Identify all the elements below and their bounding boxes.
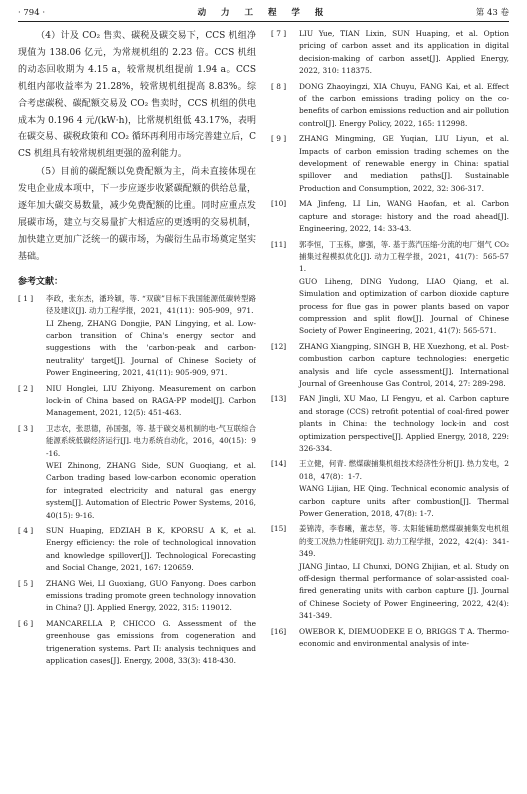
reference-item	[271, 341, 509, 391]
running-header	[18, 7, 509, 22]
reference-number: [ 1 ]	[18, 293, 34, 303]
reference-list-left	[18, 293, 256, 668]
reference-item	[271, 133, 509, 195]
reference-text-english: ZHANG Wei, LI Guoxiang, GUO Fanyong. Does carbon emissions trading promote green technology innovation in China? [J]. Applied Energy, 2022, 315: 119012.	[46, 578, 256, 613]
reference-text-english: MANCARELLA P, CHICCO G. Assessment of the greenhouse gas emissions from cogeneration and trigeneration systems. Part II: analysis techniques and application cases[J]. Energy, 2008, 33(3): 418-430.	[46, 618, 256, 666]
reference-text-english: FAN Jingli, XU Mao, LI Fengyu, et al. Carbon capture and storage (CCS) retrofit potential of coal-fired power plants in China: the technology lock-in and cost optimization perspective[J]. Applied Energy, 2018, 229: 326-334.	[299, 394, 509, 453]
reference-number: [ 9 ]	[271, 134, 287, 144]
reference-text-english: JIANG Jintao, LI Chunxi, DONG Zhijian, et al. Study on off-design thermal performance of solar-assisted coal-fired generating units with carbon capture [J]. Journal of Chinese Society of Power Engineering, 2022, 42(4): 341-349.	[299, 561, 509, 621]
reference-text-english: NIU Honglei, LIU Zhiyong. Measurement on carbon lock-in of China based on RAGA-PP model[J]. Carbon Management, 2021, 12(5): 451-463.	[46, 383, 256, 418]
reference-text-english: OWEBOR K, DIEMUODEKE E O, BRIGGS T A. Thermo-economic and environmental analysis of inte-	[299, 626, 509, 649]
reference-item	[271, 198, 509, 235]
right-column	[271, 28, 509, 790]
reference-text-chinese: 郭李恒，丁玉栋，廖强，等. 基于蒸汽压缩-分流的电厂烟气 CO₂ 捕集过程模拟优化[J]. 动力工程学报，2021，41(7)：565-571.	[299, 239, 509, 274]
reference-text-chinese: 姜锦涛，李春曦，董志坚，等. 太阳能辅助燃煤碳捕集发电机组的变工况热力性能研究[J]. 动力工程学报，2022，42(4)：341-349.	[299, 524, 509, 559]
page-number: · 794 ·	[18, 8, 46, 18]
reference-item	[271, 239, 509, 338]
reference-item	[271, 458, 509, 520]
conclusion-paragraph-5: （5）目前的碳配额以免费配额为主，尚未直接体现在发电企业成本项中，下一步应逐步收紧碳配额的供给总量，逐年加大碳交易数量，减少免费配额的比重。同时应重点发展碳市场，建立与交易量扩大相适应的更透明的交易机制，加快建立更加广泛统一的碳市场，为碳衍生品市场奠定坚实基础。	[18, 167, 256, 262]
reference-item	[18, 423, 256, 522]
reference-number: [11]	[271, 239, 287, 249]
reference-number: [15]	[271, 524, 287, 534]
reference-text-english: WANG Lijian, HE Qing. Technical economic analysis of carbon capture units after combustion[J]. Thermal Power Generation, 2018, 47(8): 1-7.	[299, 484, 509, 519]
reference-text-english: MA Jinfeng, LI Lin, WANG Haofan, et al. Carbon capture and storage: history and the road ahead[J]. Engineering, 2022, 14: 33-43.	[299, 199, 509, 234]
reference-text-english: SUN Huaping, EDZIAH B K, KPORSU A K, et al. Energy efficiency: the role of technological innovation and knowledge spillover[J]. Technological Forecasting and Social Change, 2021, 167: 120659.	[46, 526, 256, 573]
reference-number: [ 3 ]	[18, 423, 34, 433]
reference-item	[271, 626, 509, 651]
reference-text-chinese: 卫志农，张思德，孙国强，等. 基于碳交易机制的电-气互联综合能源系统低碳经济运行[J]. 电力系统自动化，2016，40(15)：9-16.	[46, 423, 256, 458]
reference-text-chinese: 王立健，何青. 燃煤碳捕集机组技术经济性分析[J]. 热力发电，2018，47(8)：1-7.	[299, 459, 509, 481]
conclusion-paragraph-4: （4）计及 CO₂ 售卖、碳税及碳交易下，CCS 机组净现值为 138.06 亿元，为常规机组的 2.23 倍。CCS 机组的动态回收期为 4.15 a，较常规机组提前 1.94 a。CCS 机组内部收益率为 21.28%，较常规机组提高 8.83%。综合考虑碳税、碳配额交易及 CO₂ 售卖时，CCS 机组的供电成本为 0.196 4 元/(kW·h)，比常规机组低 43.17%，表明在碳交易、碳税政策和 CO₂ 循环再利用市场完善建立后，CCS 机组具有较常规机组更强的盈利能力。	[18, 31, 256, 160]
reference-number: [ 5 ]	[18, 578, 34, 588]
reference-number: [ 4 ]	[18, 526, 34, 535]
reference-number: [10]	[271, 199, 287, 209]
reference-number: [14]	[271, 459, 287, 469]
reference-text-english: DONG Zhaoyingzi, XIA Chuyu, FANG Kai, et al. Effect of the carbon emissions trading policy on the co-benefits of carbon emissions reduction and air pollution control[J]. Energy Policy, 2022, 165: 112998.	[299, 81, 509, 128]
reference-item	[18, 578, 256, 615]
reference-item	[18, 383, 256, 420]
reference-item	[18, 525, 256, 575]
reference-item	[271, 393, 509, 455]
reference-number: [ 7 ]	[271, 29, 287, 38]
reference-text-english: LIU Yue, TIAN Lixin, SUN Huaping, et al. Option pricing of carbon asset and its application in digital decision-making of carbon asset[J]. Applied Energy, 2022, 310: 118375.	[299, 29, 509, 76]
reference-item	[271, 28, 509, 78]
reference-number: [13]	[271, 394, 287, 404]
reference-text-english: GUO Liheng, DING Yudong, LIAO Qiang, et al. Simulation and optimization of carbon dioxide capture process for flue gas in power plants based on vapor compression and split flow[J]. Journal of Chinese Society of Power Engineering, 2021, 41(7): 565-571.	[299, 276, 509, 336]
reference-number: [16]	[271, 626, 287, 636]
volume-number: 第 43 卷	[475, 8, 509, 18]
reference-item	[271, 523, 509, 622]
reference-text-english: ZHANG Mingming, GE Yuqian, LIU Liyun, et al. Impacts of carbon emission trading schemes on the development of renewable energy in China: spatial spillover and mediation paths[J]. Sustainable Production and Consumption, 2022, 32: 306-317.	[299, 134, 509, 193]
references-heading: 参考文献：	[18, 276, 64, 287]
reference-text-english: LI Zheng, ZHANG Dongjie, PAN Lingying, et al. Low-carbon transition of China's energy sector and suggestions with the 'carbon-peak and carbon-neutrality' target[J]. Journal of Chinese Society of Power Engineering, 2021, 41(11): 905-909, 971.	[46, 318, 256, 378]
reference-item	[18, 293, 256, 380]
reference-text-english: ZHANG Xiangping, SINGH B, HE Xuezhong, et al. Post-combustion carbon capture technologies: energetic analysis and life cycle assessment[J]. International Journal of Greenhouse Gas Control, 2014, 27: 289-298.	[299, 341, 509, 388]
left-column	[18, 28, 256, 790]
reference-list-right	[271, 28, 509, 651]
reference-item	[18, 618, 256, 668]
reference-text-chinese: 李政，张东杰，潘玲颖，等. “双碳”目标下我国能源低碳转型路径及建议[J]. 动力工程学报，2021，41(11)：905-909，971.	[46, 293, 256, 316]
reference-text-english: WEI Zhinong, ZHANG Side, SUN Guoqiang, et al. Carbon trading based low-carbon economic operation for integrated electricity and natural gas energy system[J]. Automation of Electric Power Systems, 2016, 40(15): 9-16.	[46, 460, 256, 520]
journal-name: 动 力 工 程 学 报	[197, 8, 330, 18]
reference-number: [ 2 ]	[18, 383, 34, 393]
reference-number: [ 8 ]	[271, 81, 287, 91]
reference-number: [12]	[271, 341, 287, 351]
reference-item	[271, 81, 509, 131]
reference-number: [ 6 ]	[18, 618, 34, 628]
